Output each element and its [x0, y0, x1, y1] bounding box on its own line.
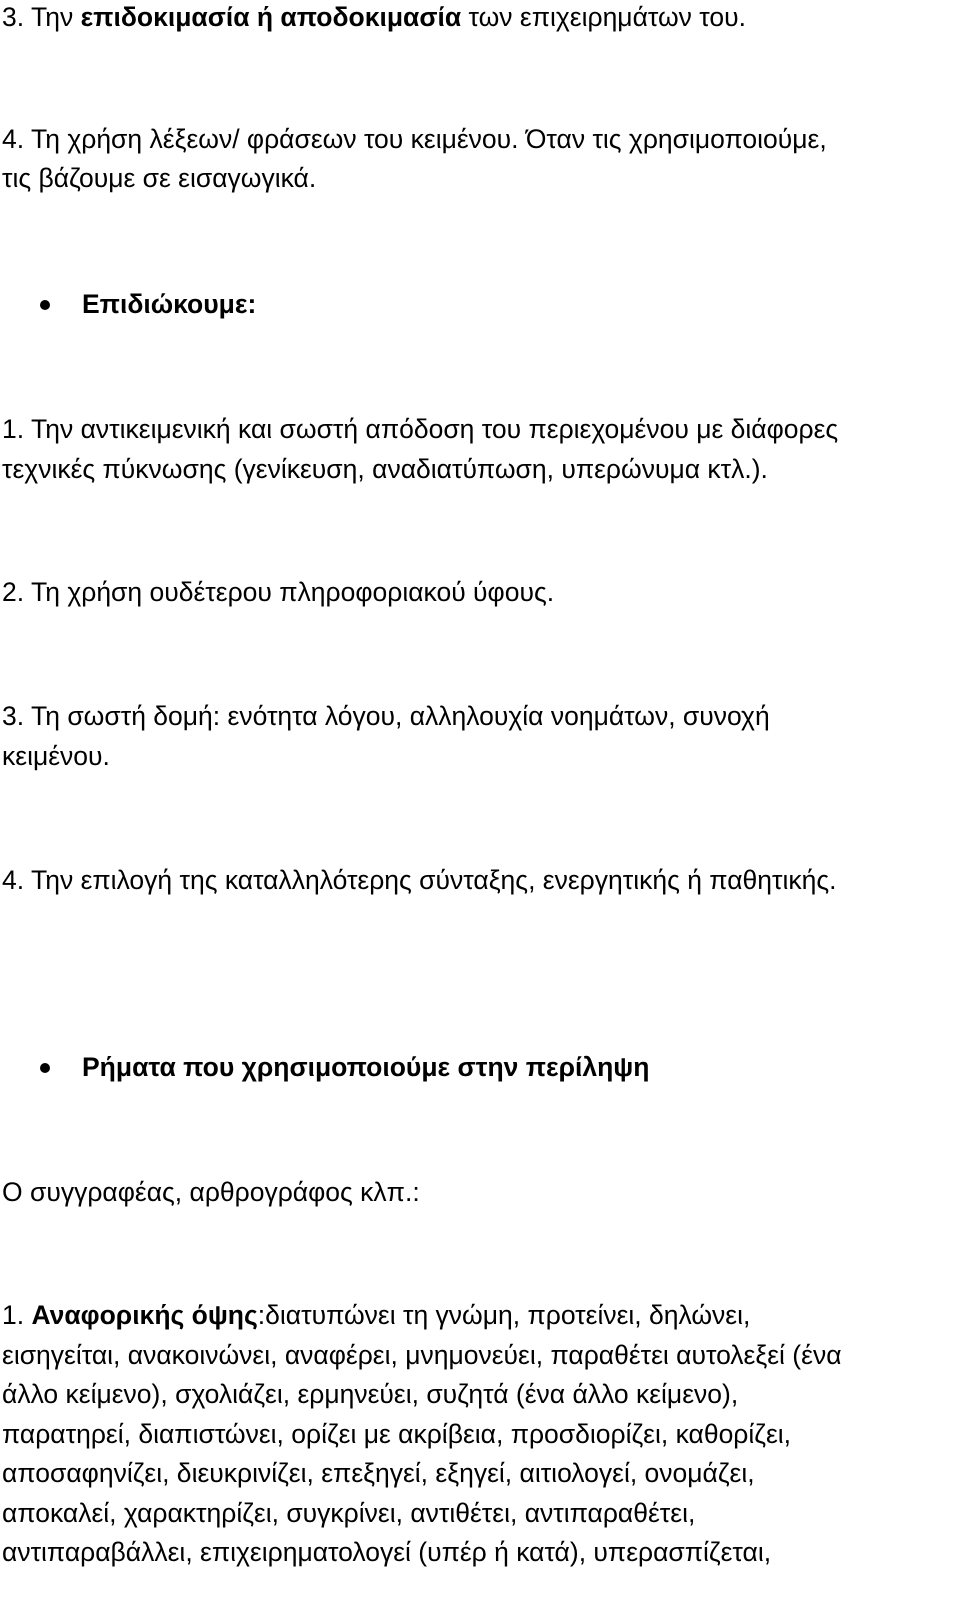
paragraph-line: 4. Τη χρήση λέξεων/ φράσεων του κειμένου. Όταν τις χρησιμοποιούμε,	[2, 124, 827, 154]
paragraph-line: 2. Τη χρήση ουδέτερου πληροφοριακού ύφους.	[2, 577, 555, 607]
paragraph-line	[2, 0, 746, 37]
list-number-text: 1.	[2, 1300, 32, 1330]
bold-phrase: Αναφορικής όψης	[31, 1300, 258, 1330]
paragraph-line: Ο συγγραφέας, αρθρογράφος κλπ.:	[2, 1177, 420, 1207]
paragraph-line: αποκαλεί, χαρακτηρίζει, συγκρίνει, αντιθέτει, αντιπαραθέτει,	[2, 1498, 696, 1528]
paragraph-line: 4. Την επιλογή της καταλληλότερης σύνταξης, ενεργητικής ή παθητικής.	[2, 865, 837, 895]
line-text: :διατυπώνει τη γνώμη, προτείνει, δηλώνει,	[257, 1300, 751, 1330]
paragraph-line: 1. Την αντικειμενική και σωστή απόδοση του περιεχομένου με διάφορες	[2, 414, 839, 444]
bullet-heading-text: Ρήματα που χρησιμοποιούμε στην περίληψη	[82, 1052, 650, 1082]
bullet-heading-text: Επιδιώκουμε:	[82, 289, 257, 319]
list-number-text: 3. Την	[2, 2, 81, 32]
paragraph-line: τεχνικές πύκνωσης (γενίκευση, αναδιατύπωση, υπερώνυμα κτλ.).	[2, 454, 768, 484]
paragraph-line: άλλο κείμενο), σχολιάζει, ερμηνεύει, συζητά (ένα άλλο κείμενο),	[2, 1379, 739, 1409]
paragraph-line: τις βάζουμε σε εισαγωγικά.	[2, 163, 317, 193]
paragraph-line	[2, 1295, 750, 1335]
bullet-icon	[40, 300, 50, 310]
bold-phrase: επιδοκιμασία ή αποδοκιμασία	[80, 2, 462, 32]
bullet-icon	[40, 1063, 50, 1073]
paragraph-line: 3. Τη σωστή δομή: ενότητα λόγου, αλληλουχία νοημάτων, συνοχή	[2, 701, 770, 731]
paragraph-line: αντιπαραβάλλει, επιχειρηματολογεί (υπέρ ή κατά), υπερασπίζεται,	[2, 1537, 772, 1567]
paragraph-line: αποσαφηνίζει, διευκρινίζει, επεξηγεί, εξηγεί, αιτιολογεί, ονομάζει,	[2, 1458, 755, 1488]
paragraph-line: εισηγείται, ανακοινώνει, αναφέρει, μνημονεύει, παραθέτει αυτολεξεί (ένα	[2, 1340, 842, 1370]
line-text: των επιχειρημάτων του.	[461, 2, 746, 32]
paragraph-line: παρατηρεί, διαπιστώνει, ορίζει με ακρίβεια, προσδιορίζει, καθορίζει,	[2, 1419, 792, 1449]
paragraph-line: κειμένου.	[2, 741, 110, 771]
